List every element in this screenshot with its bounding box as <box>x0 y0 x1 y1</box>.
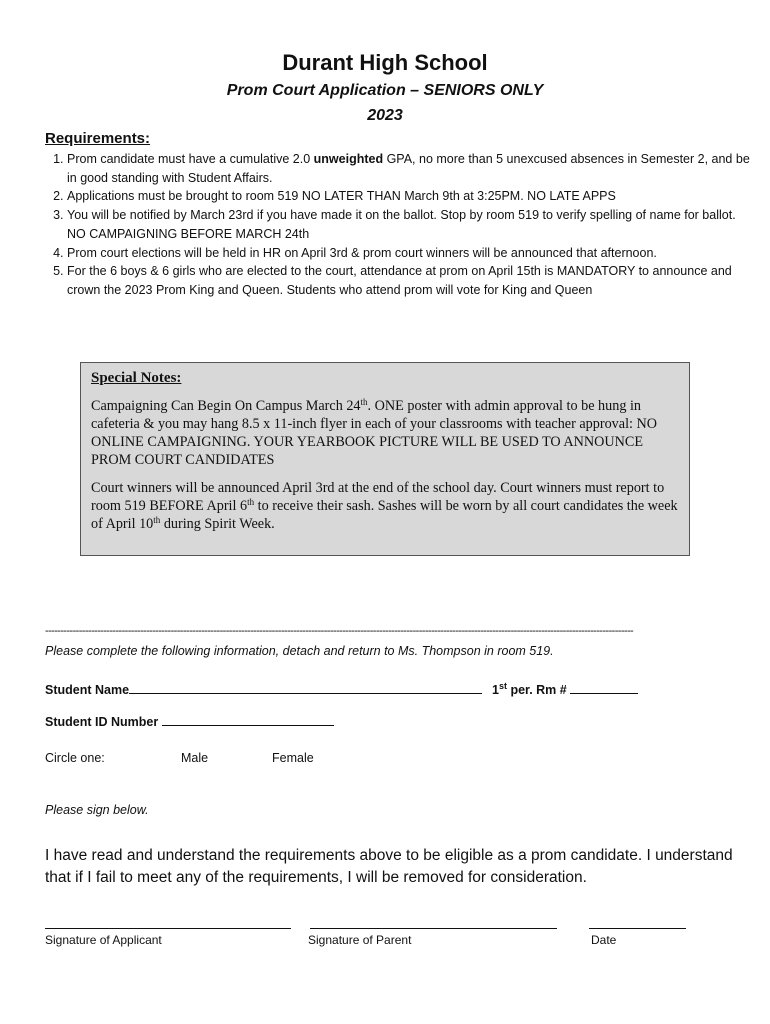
requirement-item: 4. Prom court elections will be held in HR on April 3rd & prom court winners will be announced that afternoon. <box>67 244 757 263</box>
student-id-label: Student ID Number <box>45 715 162 729</box>
circle-one-label: Circle one: <box>45 751 105 765</box>
period-room-field[interactable] <box>570 681 638 694</box>
page-subtitle: Prom Court Application – SENIORS ONLY <box>226 82 544 99</box>
special-notes-paragraph: Court winners will be announced April 3rd at the end of the school day. Court winners must report to room 519 BEFORE April 6th to receive their sash. Sashes will be worn by all court candidates the week of April 10th during Spirit Week. <box>91 480 678 532</box>
requirement-item: 1. Prom candidate must have a cumulative 2.0 unweighted GPA, no more than 5 unexcused absences in Semester 2, and be in good standing with Student Affairs. <box>67 150 757 187</box>
option-female[interactable]: Female <box>272 751 314 765</box>
student-id-field[interactable] <box>162 713 334 726</box>
applicant-signature-label: Signature of Applicant <box>45 933 162 947</box>
requirements-list <box>45 150 757 300</box>
application-year: 2023 <box>367 107 403 124</box>
student-name-field[interactable] <box>129 681 482 694</box>
requirement-item: 2. Applications must be brought to room 519 NO LATER THAN March 9th at 3:25PM. NO LATE APPS <box>67 187 757 206</box>
requirement-item: 5. For the 6 boys & 6 girls who are elected to the court, attendance at prom on April 15th is MANDATORY to announce and crown the 2023 Prom King and Queen. Students who attend prom will vote for King and Queen <box>67 262 757 299</box>
acknowledgement-statement: I have read and understand the requirements above to be eligible as a prom candidate. I understand that if I fail to meet any of the requirements, I will be removed for consideration. <box>45 847 733 886</box>
page-title: Durant High School <box>282 50 488 75</box>
parent-signature-line[interactable] <box>310 928 557 929</box>
applicant-signature-line[interactable] <box>45 928 291 929</box>
sign-prompt: Please sign below. <box>45 803 149 817</box>
period-room-row: 1st per. Rm # <box>492 681 638 697</box>
student-id-row <box>45 713 334 729</box>
special-notes-box <box>80 362 690 556</box>
special-notes-paragraph: Campaigning Can Begin On Campus March 24th. ONE poster with admin approval to be hung in cafeteria & you may hang 8.5 x 11-inch flyer in each of your classrooms with teacher approval: NO ONLINE CAMPAIGNING. YOUR YEARBOOK PICTURE WILL BE USED TO ANNOUNCE PROM COURT CANDIDATES <box>91 397 657 468</box>
return-instructions: Please complete the following information, detach and return to Ms. Thompson in room 519. <box>45 644 554 658</box>
requirement-item: 3. You will be notified by March 23rd if you have made it on the ballot. Stop by room 519 to verify spelling of name for ballot. NO CAMPAIGNING BEFORE MARCH 24th <box>67 206 757 243</box>
student-name-label: Student Name <box>45 683 130 697</box>
date-label: Date <box>591 933 617 947</box>
date-line[interactable] <box>589 928 686 929</box>
period-room-label: per. Rm # <box>506 683 571 697</box>
student-name-row <box>45 681 482 697</box>
special-notes-heading: Special Notes: <box>91 370 182 386</box>
requirements-heading: Requirements: <box>45 130 151 147</box>
detach-line: ------------------------------------------------------------------------------------------------------------------------------------------------------------------------------------------------ <box>45 625 634 637</box>
option-male[interactable]: Male <box>181 751 209 765</box>
parent-signature-label: Signature of Parent <box>308 933 412 947</box>
